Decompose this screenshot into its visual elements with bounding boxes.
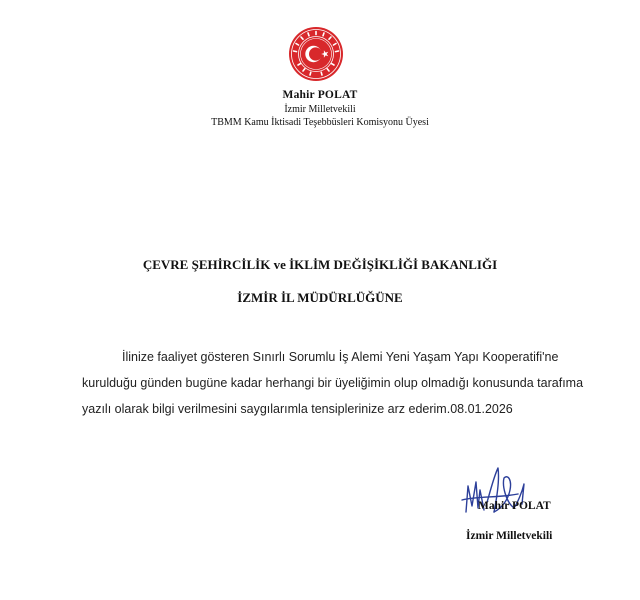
addressee-ministry: ÇEVRE ŞEHİRCİLİK ve İKLİM DEĞİŞİKLİĞİ BAKANLIĞI — [142, 257, 498, 272]
addressee-directorate: İZMİR İL MÜDÜRLÜĞÜNE — [237, 290, 403, 305]
signature-name: Mahir POLAT — [478, 500, 551, 512]
body-line-3: yazılı olarak bilgi verilmesini saygılarımla tensiplerinize arz ederim.08.01.2026 — [82, 402, 513, 416]
letterhead-title: İzmir Milletvekili — [284, 104, 356, 115]
body-line-2: kurulduğu günden bugüne kadar herhangi bir üyeliğimin olup olmadığı konusunda tarafıma — [82, 376, 584, 390]
letterhead-committee: TBMM Kamu İktisadi Teşebbüsleri Komisyonu Üyesi — [211, 117, 429, 128]
signature-title: İzmir Milletvekili — [466, 530, 553, 542]
letterhead-name: Mahir POLAT — [282, 89, 358, 101]
body-line-1: İlinize faaliyet gösteren Sınırlı Sorumlu İş Alemi Yeni Yaşam Yapı Kooperatifi'ne — [122, 350, 559, 364]
tbmm-seal-icon — [288, 26, 344, 82]
